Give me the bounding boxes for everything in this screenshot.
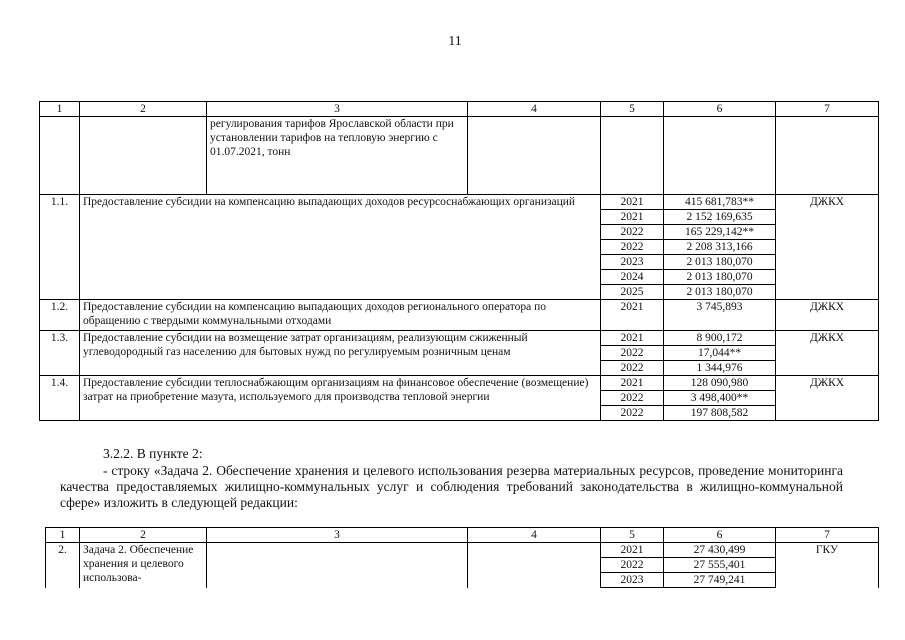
continuation-text: регулирования тарифов Ярославской области при установлении тарифов на тепловую энергию с 01.07.2021, тонн: [207, 117, 468, 195]
table-row: [40, 195, 879, 210]
row-text: Предоставление субсидии на возмещение затрат организациям, реализующим сжиженный углеводородный газ населению для бытовых нужд по регулируемым розничным ценам: [80, 331, 601, 376]
executor-cell: ДЖКХ: [776, 331, 879, 376]
year-cell: 2025: [601, 285, 664, 300]
row-number: 1.2.: [40, 300, 80, 331]
col-header: 4: [468, 528, 601, 543]
col-header: 6: [664, 528, 776, 543]
value-cell: 8 900,172: [664, 331, 776, 346]
col-header: 5: [601, 528, 664, 543]
value-cell: 165 229,142**: [664, 225, 776, 240]
year-cell: 2022: [601, 346, 664, 361]
col-header: 7: [776, 528, 879, 543]
year-cell: 2022: [601, 558, 664, 573]
year-cell: 2021: [601, 331, 664, 346]
row-number: 1.1.: [40, 195, 80, 300]
row-text: Предоставление субсидии на компенсацию выпадающих доходов регионального оператора по обращению с твердыми коммунальными отходами: [80, 300, 601, 331]
continuation-row: [40, 117, 879, 195]
table-row: [40, 331, 879, 346]
value-cell: 2 013 180,070: [664, 270, 776, 285]
year-cell: 2024: [601, 270, 664, 285]
executor-cell: ДЖКХ: [776, 376, 879, 421]
value-cell: 415 681,783**: [664, 195, 776, 210]
value-cell: 27 749,241: [664, 573, 776, 588]
col-header: 2: [80, 528, 207, 543]
year-cell: 2023: [601, 573, 664, 588]
row-number: 1.4.: [40, 376, 80, 421]
row-text: Предоставление субсидии теплоснабжающим организациям на финансовое обеспечение (возмещение) затрат на приобретение мазута, используемого для производства тепловой энергии: [80, 376, 601, 421]
page-number: 11: [448, 34, 462, 49]
executor-cell: ДЖКХ: [776, 195, 879, 300]
row-text: Предоставление субсидии на компенсацию выпадающих доходов ресурсоснабжающих организаций: [80, 195, 601, 300]
year-cell: 2021: [601, 300, 664, 331]
col-header: 7: [776, 102, 879, 117]
row-number: 1.3.: [40, 331, 80, 376]
executor-cell: ГКУ: [776, 543, 879, 588]
table-row: [40, 300, 879, 331]
table-row: [46, 543, 879, 558]
col-header: 2: [80, 102, 207, 117]
value-cell: 2 208 313,166: [664, 240, 776, 255]
section-heading: 3.2.2. В пункте 2:: [103, 446, 203, 461]
col-header: 1: [40, 102, 80, 117]
value-cell: 27 430,499: [664, 543, 776, 558]
year-cell: 2023: [601, 255, 664, 270]
col-header: 6: [664, 102, 776, 117]
table-row: [40, 376, 879, 391]
col-header: 3: [207, 102, 468, 117]
value-cell: 3 498,400**: [664, 391, 776, 406]
section-body: - строку «Задача 2. Обеспечение хранения и целевого использования резерва материальных ресурсов, проведение мониторинга качества предоставляемых жилищно-коммунальных услуг и соблюдения требований законодательства в жилищно-коммунальной сфере» изложить в следующей редакции:: [60, 463, 843, 510]
column-header-row: [40, 102, 879, 117]
year-cell: 2022: [601, 361, 664, 376]
value-cell: 1 344,976: [664, 361, 776, 376]
col-header: 4: [468, 102, 601, 117]
col-header: 5: [601, 102, 664, 117]
year-cell: 2022: [601, 225, 664, 240]
year-cell: 2022: [601, 240, 664, 255]
year-cell: 2022: [601, 406, 664, 421]
year-cell: 2021: [601, 210, 664, 225]
row-number: 2.: [46, 543, 80, 588]
year-cell: 2021: [601, 376, 664, 391]
year-cell: 2021: [601, 195, 664, 210]
value-cell: 197 808,582: [664, 406, 776, 421]
value-cell: 3 745,893: [664, 300, 776, 331]
value-cell: 2 152 169,635: [664, 210, 776, 225]
executor-cell: ДЖКХ: [776, 300, 879, 331]
col-header: 1: [46, 528, 80, 543]
row-text: Задача 2. Обеспечение хранения и целевого использова-: [80, 543, 207, 588]
col-header: 3: [207, 528, 468, 543]
value-cell: 128 090,980: [664, 376, 776, 391]
value-cell: 2 013 180,070: [664, 285, 776, 300]
value-cell: 27 555,401: [664, 558, 776, 573]
budget-table-1: [39, 101, 879, 421]
budget-table-2: [45, 527, 879, 588]
year-cell: 2021: [601, 543, 664, 558]
value-cell: 17,044**: [664, 346, 776, 361]
value-cell: 2 013 180,070: [664, 255, 776, 270]
column-header-row: [46, 528, 879, 543]
year-cell: 2022: [601, 391, 664, 406]
